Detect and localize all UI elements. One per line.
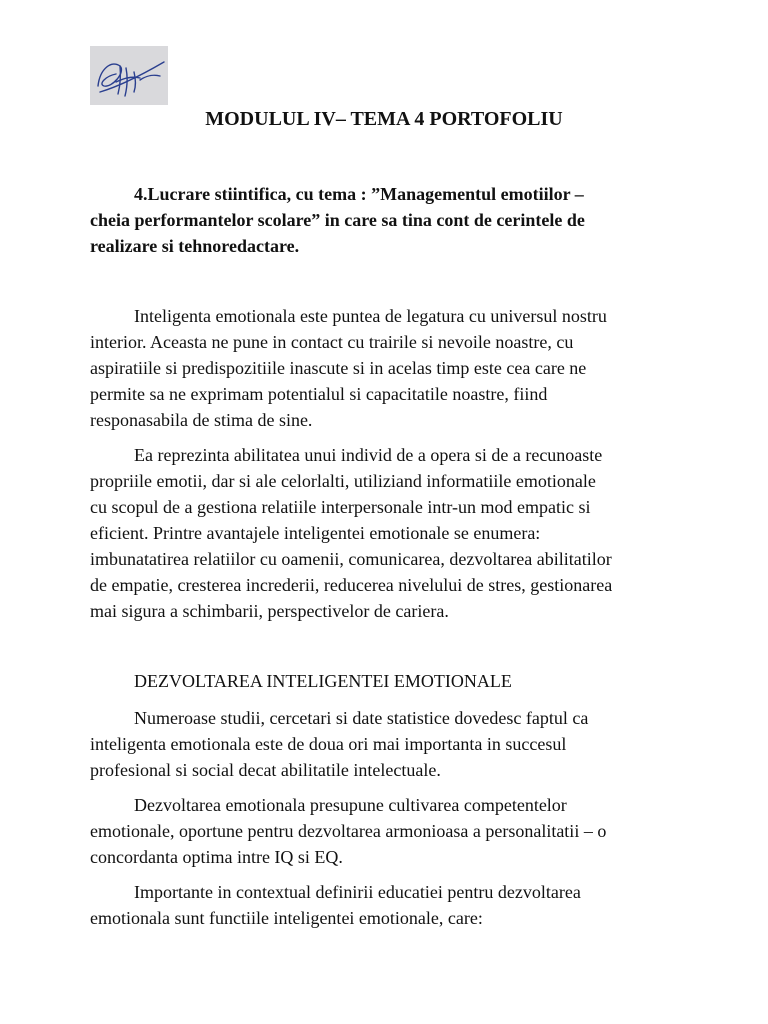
task-statement-line: cheia performantelor scolare” in care sa tina cont de cerintele de — [90, 210, 585, 230]
paragraph-line: de empatie, cresterea increderii, reducerea nivelului de stres, gestionarea — [90, 575, 613, 595]
paragraph-line: permite sa ne exprimam potentialul si capacitatile noastre, fiind — [90, 384, 548, 404]
paragraph-line: emotionala sunt functiile inteligentei emotionale, care: — [90, 908, 483, 928]
paragraph-line: mai sigura a schimbarii, perspectivelor de cariera. — [90, 601, 449, 621]
paragraph-development — [90, 792, 690, 870]
signature-drawing — [90, 46, 168, 105]
paragraph-studies — [90, 705, 690, 783]
paragraph-functions — [90, 879, 690, 931]
section-heading: DEZVOLTAREA INTELIGENTEI EMOTIONALE — [134, 671, 512, 691]
task-statement — [90, 181, 680, 259]
paragraph-line: inteligenta emotionala este de doua ori mai importanta in succesul — [90, 734, 567, 754]
paragraph-line: Inteligenta emotionala este puntea de legatura cu universul nostru — [134, 306, 607, 326]
paragraph-line: Importante in contextual definirii educatiei pentru dezvoltarea — [134, 882, 581, 902]
task-statement-line: realizare si tehnoredactare. — [90, 236, 300, 256]
paragraph-line: profesional si social decat abilitatile intelectuale. — [90, 760, 441, 780]
paragraph-line: cu scopul de a gestiona relatiile interpersonale intr-un mod empatic si — [90, 497, 591, 517]
signature-image — [90, 46, 168, 105]
paragraph-line: Dezvoltarea emotionala presupune cultivarea competentelor — [134, 795, 567, 815]
paragraph-line: responasabila de stima de sine. — [90, 410, 313, 430]
paragraph-intro — [90, 303, 690, 433]
paragraph-line: interior. Aceasta ne pune in contact cu trairile si nevoile noastre, cu — [90, 332, 574, 352]
paragraph-line: aspiratiile si predispozitiile inascute si in acelas timp este cea care ne — [90, 358, 587, 378]
paragraph-line: imbunatatirea relatiilor cu oamenii, comunicarea, dezvoltarea abilitatilor — [90, 549, 612, 569]
paragraph-line: Numeroase studii, cercetari si date statistice dovedesc faptul ca — [134, 708, 589, 728]
paragraph-line: propriile emotii, dar si ale celorlalti, utiliziand informatiile emotionale — [90, 471, 596, 491]
paragraph-line: eficient. Printre avantajele inteligentei emotionale se enumera: — [90, 523, 541, 543]
paragraph-line: emotionale, oportune pentru dezvoltarea armonioasa a personalitatii – o — [90, 821, 607, 841]
paragraph-line: Ea reprezinta abilitatea unui individ de a opera si de a recunoaste — [134, 445, 603, 465]
paragraph-line: concordanta optima intre IQ si EQ. — [90, 847, 343, 867]
task-statement-line: 4.Lucrare stiintifica, cu tema : ”Managementul emotiilor – — [134, 184, 584, 204]
document-title: MODULUL IV– TEMA 4 PORTOFOLIU — [205, 108, 563, 130]
paragraph-definition — [90, 442, 690, 624]
